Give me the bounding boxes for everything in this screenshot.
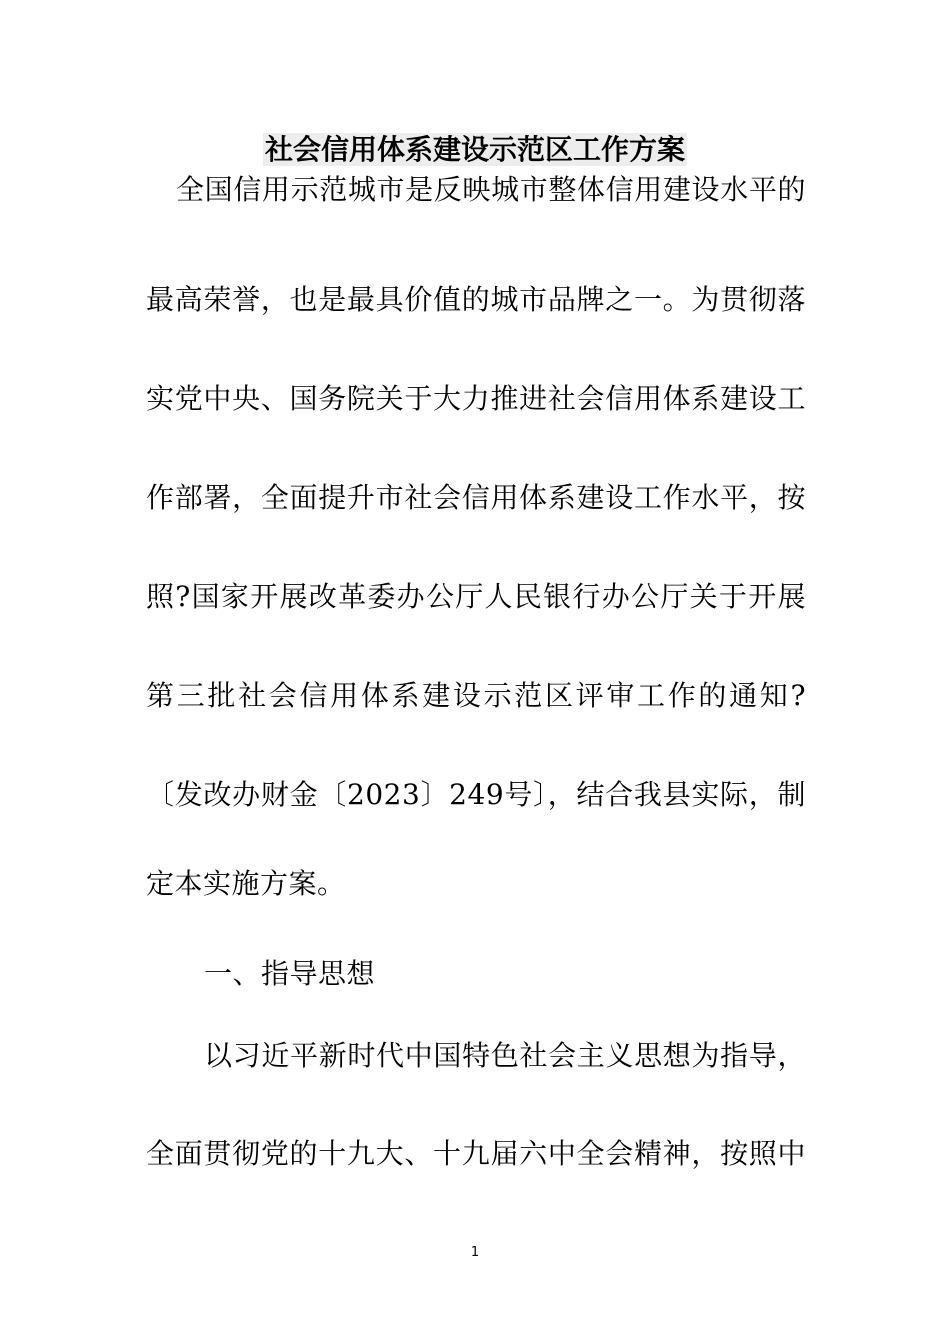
- document-title-text: 社会信用体系建设示范区工作方案: [264, 133, 685, 166]
- paragraph-line-4: 作部署，全面提升市社会信用体系建设工作水平，按: [146, 481, 806, 514]
- document-title: [0, 130, 950, 170]
- paragraph-line-7: 〔发改办财金〔2023〕249号〕，结合我县实际，制: [146, 778, 806, 811]
- paragraph-line-3: 实党中央、国务院关于大力推进社会信用体系建设工: [146, 382, 806, 415]
- page-number: 1: [470, 1245, 480, 1260]
- paragraph-line-6: 第三批社会信用体系建设示范区评审工作的通知?: [146, 679, 806, 712]
- section-paragraph-line-2: 全面贯彻党的十九大、十九届六中全会精神，按照中: [146, 1137, 806, 1170]
- paragraph-line-8: 定本实施方案。: [146, 867, 346, 900]
- paragraph-line-1: 全国信用示范城市是反映城市整体信用建设水平的: [176, 173, 806, 206]
- paragraph-line-5: 照?国家开展改革委办公厅人民银行办公厅关于开展: [146, 580, 806, 613]
- section-heading: 一、指导思想: [204, 957, 376, 990]
- section-paragraph-line-1: 以习近平新时代中国特色社会主义思想为指导，: [204, 1039, 806, 1072]
- paragraph-line-2: 最高荣誉，也是最具价值的城市品牌之一。为贯彻落: [146, 283, 806, 316]
